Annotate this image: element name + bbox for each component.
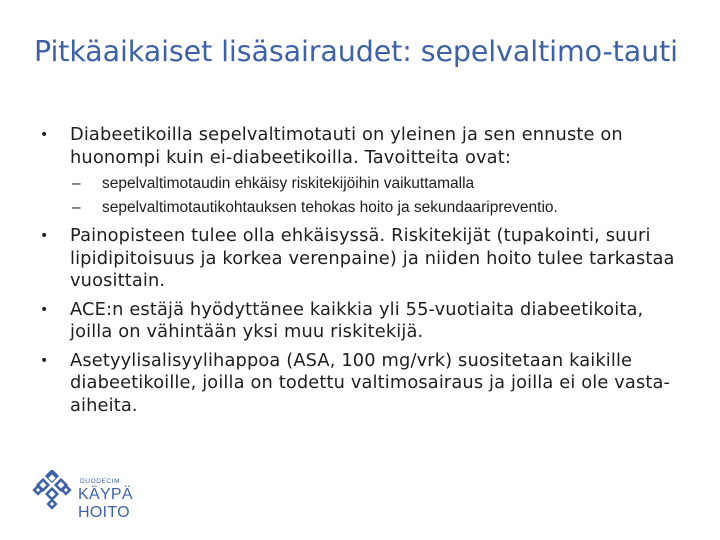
kaypa-hoito-logo — [32, 470, 182, 521]
sub-bullet-item — [40, 197, 690, 219]
logo-top-text: DUODECIM — [80, 478, 121, 485]
sub-bullet-text: sepelvaltimotaudin ehkäisy riskitekijöihin vaikuttamalla — [102, 175, 475, 192]
logo-main-text: KÄYPÄ HOITO — [78, 486, 133, 521]
bullet-dot: • — [40, 301, 49, 318]
bullet-item — [40, 350, 690, 418]
sub-bullet-list — [40, 173, 690, 219]
bullet-item — [40, 225, 690, 293]
bullet-text: Painopisteen tulee olla ehkäisyssä. Riskitekijät (tupakointi, suuri lipidipitoisuus ja korkea verenpaine) ja niiden hoito tulee tarkastaa vuosittain. — [70, 225, 675, 291]
slide-title: Pitkäaikaiset lisäsairaudet: sepelvaltimo-tauti — [34, 35, 678, 68]
diamond-grid-logo-icon — [32, 470, 72, 510]
bullet-text: Diabeetikoilla sepelvaltimotauti on yleinen ja sen ennuste on huonompi kuin ei-diabeetikoilla. Tavoitteita ovat: — [70, 124, 623, 168]
bullet-text: ACE:n estäjä hyödyttänee kaikkia yli 55-vuotiaita diabeetikoita, joilla on vähintään yksi muu riskitekijä. — [70, 298, 644, 342]
sub-bullet-dash: – — [72, 199, 81, 216]
bullet-dot: • — [40, 228, 49, 244]
bullet-dot: • — [40, 127, 49, 143]
bullet-text: Asetyylisalisyylihappoa (ASA, 100 mg/vrk) suositetaan kaikille diabeetikoille, joilla on todettu valtimosairaus ja joilla ei ole vasta-aiheita. — [70, 349, 671, 416]
bullet-list — [40, 124, 690, 417]
bullet-dot: • — [40, 352, 49, 369]
bullet-item — [40, 299, 690, 344]
bullet-item — [40, 124, 690, 169]
sub-bullet-dash: – — [72, 175, 81, 192]
sub-bullet-text: sepelvaltimotautikohtauksen tehokas hoito ja sekundaaripreventio. — [102, 199, 558, 216]
sub-bullet-item — [40, 173, 690, 195]
